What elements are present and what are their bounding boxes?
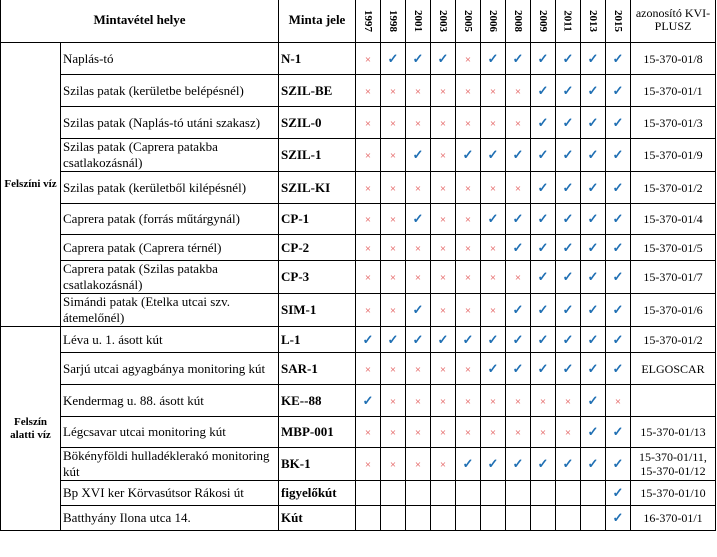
cross-icon: × xyxy=(506,172,531,204)
location-cell: Bökényföldi hulladéklerakó monitoring kút xyxy=(61,448,279,481)
cross-icon: × xyxy=(381,417,406,448)
cross-icon: × xyxy=(381,107,406,139)
check-icon: ✓ xyxy=(481,448,506,481)
empty-cell xyxy=(481,481,506,506)
location-cell: Kendermag u. 88. ásott kút xyxy=(61,385,279,417)
cross-icon: × xyxy=(431,294,456,327)
check-icon: ✓ xyxy=(606,43,631,75)
cross-icon: × xyxy=(556,385,581,417)
table-row xyxy=(1,353,716,385)
cross-icon: × xyxy=(531,385,556,417)
check-icon: ✓ xyxy=(606,353,631,385)
check-icon: ✓ xyxy=(506,327,531,353)
table-row xyxy=(1,235,716,261)
check-icon: ✓ xyxy=(456,139,481,172)
empty-cell xyxy=(431,506,456,531)
identifier-cell xyxy=(631,385,716,417)
check-icon: ✓ xyxy=(556,107,581,139)
check-icon: ✓ xyxy=(556,353,581,385)
location-cell: Caprera patak (Szilas patakba csatlakozásnál) xyxy=(61,261,279,294)
check-icon: ✓ xyxy=(581,448,606,481)
check-icon: ✓ xyxy=(581,204,606,235)
header-year xyxy=(581,0,606,43)
cross-icon: × xyxy=(556,417,581,448)
table-row xyxy=(1,448,716,481)
check-icon: ✓ xyxy=(506,448,531,481)
cross-icon: × xyxy=(356,417,381,448)
cross-icon: × xyxy=(531,417,556,448)
check-icon: ✓ xyxy=(581,43,606,75)
year-label: 2009 xyxy=(537,10,549,32)
cross-icon: × xyxy=(506,385,531,417)
code-cell: CP-3 xyxy=(279,261,356,294)
check-icon: ✓ xyxy=(606,417,631,448)
check-icon: ✓ xyxy=(406,204,431,235)
cross-icon: × xyxy=(406,385,431,417)
group-label: Felszíni víz xyxy=(1,43,61,327)
empty-cell xyxy=(481,506,506,531)
check-icon: ✓ xyxy=(556,327,581,353)
location-cell: Bp XVI ker Körvasútsor Rákosi út xyxy=(61,481,279,506)
cross-icon: × xyxy=(381,448,406,481)
empty-cell xyxy=(381,506,406,531)
identifier-cell: 15-370-01/4 xyxy=(631,204,716,235)
check-icon: ✓ xyxy=(531,43,556,75)
check-icon: ✓ xyxy=(531,261,556,294)
check-icon: ✓ xyxy=(506,235,531,261)
cross-icon: × xyxy=(406,417,431,448)
cross-icon: × xyxy=(481,417,506,448)
check-icon: ✓ xyxy=(406,294,431,327)
check-icon: ✓ xyxy=(581,327,606,353)
table-row xyxy=(1,204,716,235)
cross-icon: × xyxy=(356,139,381,172)
table-body xyxy=(1,43,716,531)
cross-icon: × xyxy=(431,139,456,172)
check-icon: ✓ xyxy=(581,385,606,417)
check-icon: ✓ xyxy=(606,139,631,172)
cross-icon: × xyxy=(506,75,531,107)
cross-icon: × xyxy=(356,353,381,385)
empty-cell xyxy=(456,506,481,531)
identifier-cell: 15-370-01/7 xyxy=(631,261,716,294)
empty-cell xyxy=(406,506,431,531)
location-cell: Szilas patak (Naplás-tó utáni szakasz) xyxy=(61,107,279,139)
group-label: Felszín alatti víz xyxy=(1,327,61,531)
cross-icon: × xyxy=(406,235,431,261)
cross-icon: × xyxy=(381,385,406,417)
cross-icon: × xyxy=(356,107,381,139)
cross-icon: × xyxy=(431,235,456,261)
cross-icon: × xyxy=(506,107,531,139)
table-row xyxy=(1,172,716,204)
check-icon: ✓ xyxy=(356,327,381,353)
cross-icon: × xyxy=(606,385,631,417)
code-cell: SZIL-KI xyxy=(279,172,356,204)
year-label: 1998 xyxy=(387,10,399,32)
code-cell: figyelőkút xyxy=(279,481,356,506)
table-row xyxy=(1,327,716,353)
header-year xyxy=(606,0,631,43)
check-icon: ✓ xyxy=(581,107,606,139)
empty-cell xyxy=(556,481,581,506)
location-cell: Caprera patak (forrás műtárgynál) xyxy=(61,204,279,235)
code-cell: SZIL-1 xyxy=(279,139,356,172)
year-label: 2013 xyxy=(587,10,599,32)
cross-icon: × xyxy=(481,294,506,327)
table-row xyxy=(1,261,716,294)
check-icon: ✓ xyxy=(581,172,606,204)
code-cell: L-1 xyxy=(279,327,356,353)
empty-cell xyxy=(581,481,606,506)
check-icon: ✓ xyxy=(456,327,481,353)
empty-cell xyxy=(356,506,381,531)
table-row xyxy=(1,294,716,327)
empty-cell xyxy=(381,481,406,506)
check-icon: ✓ xyxy=(531,107,556,139)
location-cell: Szilas patak (kerületből kilépésnél) xyxy=(61,172,279,204)
cross-icon: × xyxy=(406,75,431,107)
location-cell: Sarjú utcai agyagbánya monitoring kút xyxy=(61,353,279,385)
table-row xyxy=(1,139,716,172)
identifier-cell: 16-370-01/1 xyxy=(631,506,716,531)
cross-icon: × xyxy=(406,448,431,481)
cross-icon: × xyxy=(356,261,381,294)
header-year xyxy=(406,0,431,43)
check-icon: ✓ xyxy=(556,139,581,172)
check-icon: ✓ xyxy=(606,481,631,506)
check-icon: ✓ xyxy=(581,75,606,107)
check-icon: ✓ xyxy=(606,506,631,531)
check-icon: ✓ xyxy=(556,294,581,327)
table-row xyxy=(1,107,716,139)
location-cell: Batthyány Ilona utca 14. xyxy=(61,506,279,531)
check-icon: ✓ xyxy=(381,327,406,353)
cross-icon: × xyxy=(381,235,406,261)
check-icon: ✓ xyxy=(606,261,631,294)
cross-icon: × xyxy=(481,235,506,261)
check-icon: ✓ xyxy=(556,172,581,204)
cross-icon: × xyxy=(381,139,406,172)
code-cell: SZIL-BE xyxy=(279,75,356,107)
check-icon: ✓ xyxy=(381,43,406,75)
cross-icon: × xyxy=(431,353,456,385)
header-year xyxy=(356,0,381,43)
cross-icon: × xyxy=(456,204,481,235)
check-icon: ✓ xyxy=(531,327,556,353)
check-icon: ✓ xyxy=(531,235,556,261)
cross-icon: × xyxy=(481,261,506,294)
check-icon: ✓ xyxy=(481,204,506,235)
check-icon: ✓ xyxy=(606,204,631,235)
cross-icon: × xyxy=(456,353,481,385)
location-cell: Légcsavar utcai monitoring kút xyxy=(61,417,279,448)
header-year xyxy=(481,0,506,43)
check-icon: ✓ xyxy=(606,235,631,261)
cross-icon: × xyxy=(481,107,506,139)
check-icon: ✓ xyxy=(531,448,556,481)
check-icon: ✓ xyxy=(481,139,506,172)
cross-icon: × xyxy=(456,385,481,417)
check-icon: ✓ xyxy=(481,43,506,75)
cross-icon: × xyxy=(356,204,381,235)
check-icon: ✓ xyxy=(531,294,556,327)
empty-cell xyxy=(456,481,481,506)
header-location: Mintavétel helye xyxy=(1,0,279,43)
identifier-cell: 15-370-01/9 xyxy=(631,139,716,172)
code-cell: BK-1 xyxy=(279,448,356,481)
cross-icon: × xyxy=(456,235,481,261)
check-icon: ✓ xyxy=(506,204,531,235)
cross-icon: × xyxy=(381,294,406,327)
year-label: 2011 xyxy=(562,10,574,32)
cross-icon: × xyxy=(406,353,431,385)
check-icon: ✓ xyxy=(506,353,531,385)
year-label: 2008 xyxy=(512,10,524,32)
check-icon: ✓ xyxy=(456,448,481,481)
location-cell: Simándi patak (Etelka utcai szv. átemelőnél) xyxy=(61,294,279,327)
table-row xyxy=(1,506,716,531)
check-icon: ✓ xyxy=(556,448,581,481)
check-icon: ✓ xyxy=(581,261,606,294)
check-icon: ✓ xyxy=(556,235,581,261)
cross-icon: × xyxy=(456,172,481,204)
identifier-cell: 15-370-01/6 xyxy=(631,294,716,327)
cross-icon: × xyxy=(431,385,456,417)
cross-icon: × xyxy=(406,172,431,204)
check-icon: ✓ xyxy=(531,75,556,107)
cross-icon: × xyxy=(381,261,406,294)
cross-icon: × xyxy=(506,261,531,294)
check-icon: ✓ xyxy=(506,43,531,75)
check-icon: ✓ xyxy=(406,139,431,172)
check-icon: ✓ xyxy=(481,327,506,353)
year-label: 2003 xyxy=(437,10,449,32)
cross-icon: × xyxy=(481,75,506,107)
code-cell: SAR-1 xyxy=(279,353,356,385)
identifier-cell: ELGOSCAR xyxy=(631,353,716,385)
header-year xyxy=(531,0,556,43)
location-cell: Szilas patak (Caprera patakba csatlakozásnál) xyxy=(61,139,279,172)
check-icon: ✓ xyxy=(606,172,631,204)
table-row xyxy=(1,481,716,506)
empty-cell xyxy=(556,506,581,531)
cross-icon: × xyxy=(506,417,531,448)
cross-icon: × xyxy=(431,261,456,294)
check-icon: ✓ xyxy=(556,75,581,107)
cross-icon: × xyxy=(356,448,381,481)
identifier-cell: 15-370-01/13 xyxy=(631,417,716,448)
header-year xyxy=(456,0,481,43)
check-icon: ✓ xyxy=(431,327,456,353)
identifier-cell: 15-370-01/10 xyxy=(631,481,716,506)
check-icon: ✓ xyxy=(531,139,556,172)
empty-cell xyxy=(406,481,431,506)
cross-icon: × xyxy=(456,43,481,75)
check-icon: ✓ xyxy=(531,353,556,385)
empty-cell xyxy=(506,481,531,506)
check-icon: ✓ xyxy=(556,204,581,235)
identifier-cell: 15-370-01/5 xyxy=(631,235,716,261)
check-icon: ✓ xyxy=(556,261,581,294)
cross-icon: × xyxy=(481,172,506,204)
check-icon: ✓ xyxy=(581,139,606,172)
header-year xyxy=(431,0,456,43)
identifier-cell: 15-370-01/11, 15-370-01/12 xyxy=(631,448,716,481)
check-icon: ✓ xyxy=(481,353,506,385)
check-icon: ✓ xyxy=(606,75,631,107)
check-icon: ✓ xyxy=(606,448,631,481)
code-cell: CP-2 xyxy=(279,235,356,261)
location-cell: Szilas patak (kerületbe belépésnél) xyxy=(61,75,279,107)
empty-cell xyxy=(506,506,531,531)
cross-icon: × xyxy=(381,353,406,385)
location-cell: Léva u. 1. ásott kút xyxy=(61,327,279,353)
year-label: 2005 xyxy=(462,10,474,32)
year-label: 2001 xyxy=(412,10,424,32)
header-identifier: azonosító KVI-PLUSZ xyxy=(631,0,716,43)
cross-icon: × xyxy=(356,294,381,327)
cross-icon: × xyxy=(356,235,381,261)
header-year xyxy=(506,0,531,43)
check-icon: ✓ xyxy=(406,43,431,75)
code-cell: SZIL-0 xyxy=(279,107,356,139)
code-cell: MBP-001 xyxy=(279,417,356,448)
check-icon: ✓ xyxy=(431,43,456,75)
cross-icon: × xyxy=(431,172,456,204)
cross-icon: × xyxy=(381,75,406,107)
table-row xyxy=(1,75,716,107)
cross-icon: × xyxy=(431,448,456,481)
check-icon: ✓ xyxy=(356,385,381,417)
check-icon: ✓ xyxy=(531,204,556,235)
check-icon: ✓ xyxy=(556,43,581,75)
cross-icon: × xyxy=(431,107,456,139)
table-row xyxy=(1,385,716,417)
cross-icon: × xyxy=(456,107,481,139)
cross-icon: × xyxy=(481,385,506,417)
check-icon: ✓ xyxy=(406,327,431,353)
check-icon: ✓ xyxy=(506,294,531,327)
cross-icon: × xyxy=(431,204,456,235)
identifier-cell: 15-370-01/2 xyxy=(631,327,716,353)
empty-cell xyxy=(356,481,381,506)
location-cell: Naplás-tó xyxy=(61,43,279,75)
header-year xyxy=(381,0,406,43)
check-icon: ✓ xyxy=(506,139,531,172)
check-icon: ✓ xyxy=(581,417,606,448)
table-row xyxy=(1,417,716,448)
check-icon: ✓ xyxy=(606,294,631,327)
year-label: 1997 xyxy=(362,10,374,32)
identifier-cell: 15-370-01/8 xyxy=(631,43,716,75)
cross-icon: × xyxy=(381,172,406,204)
cross-icon: × xyxy=(406,261,431,294)
cross-icon: × xyxy=(381,204,406,235)
code-cell: SIM-1 xyxy=(279,294,356,327)
header-year xyxy=(556,0,581,43)
code-cell: N-1 xyxy=(279,43,356,75)
empty-cell xyxy=(431,481,456,506)
empty-cell xyxy=(581,506,606,531)
cross-icon: × xyxy=(456,294,481,327)
identifier-cell: 15-370-01/3 xyxy=(631,107,716,139)
check-icon: ✓ xyxy=(581,353,606,385)
code-cell: KE--88 xyxy=(279,385,356,417)
cross-icon: × xyxy=(356,172,381,204)
location-cell: Caprera patak (Caprera térnél) xyxy=(61,235,279,261)
table-row xyxy=(1,43,716,75)
cross-icon: × xyxy=(356,43,381,75)
header-code: Minta jele xyxy=(279,0,356,43)
identifier-cell: 15-370-01/2 xyxy=(631,172,716,204)
check-icon: ✓ xyxy=(606,327,631,353)
cross-icon: × xyxy=(456,75,481,107)
identifier-cell: 15-370-01/1 xyxy=(631,75,716,107)
check-icon: ✓ xyxy=(531,172,556,204)
cross-icon: × xyxy=(356,75,381,107)
check-icon: ✓ xyxy=(606,107,631,139)
empty-cell xyxy=(531,481,556,506)
cross-icon: × xyxy=(431,417,456,448)
year-label: 2006 xyxy=(487,10,499,32)
header-row xyxy=(1,0,716,43)
cross-icon: × xyxy=(456,261,481,294)
check-icon: ✓ xyxy=(581,235,606,261)
code-cell: Kút xyxy=(279,506,356,531)
year-label: 2015 xyxy=(612,10,624,32)
cross-icon: × xyxy=(431,75,456,107)
cross-icon: × xyxy=(456,417,481,448)
check-icon: ✓ xyxy=(581,294,606,327)
cross-icon: × xyxy=(406,107,431,139)
code-cell: CP-1 xyxy=(279,204,356,235)
empty-cell xyxy=(531,506,556,531)
